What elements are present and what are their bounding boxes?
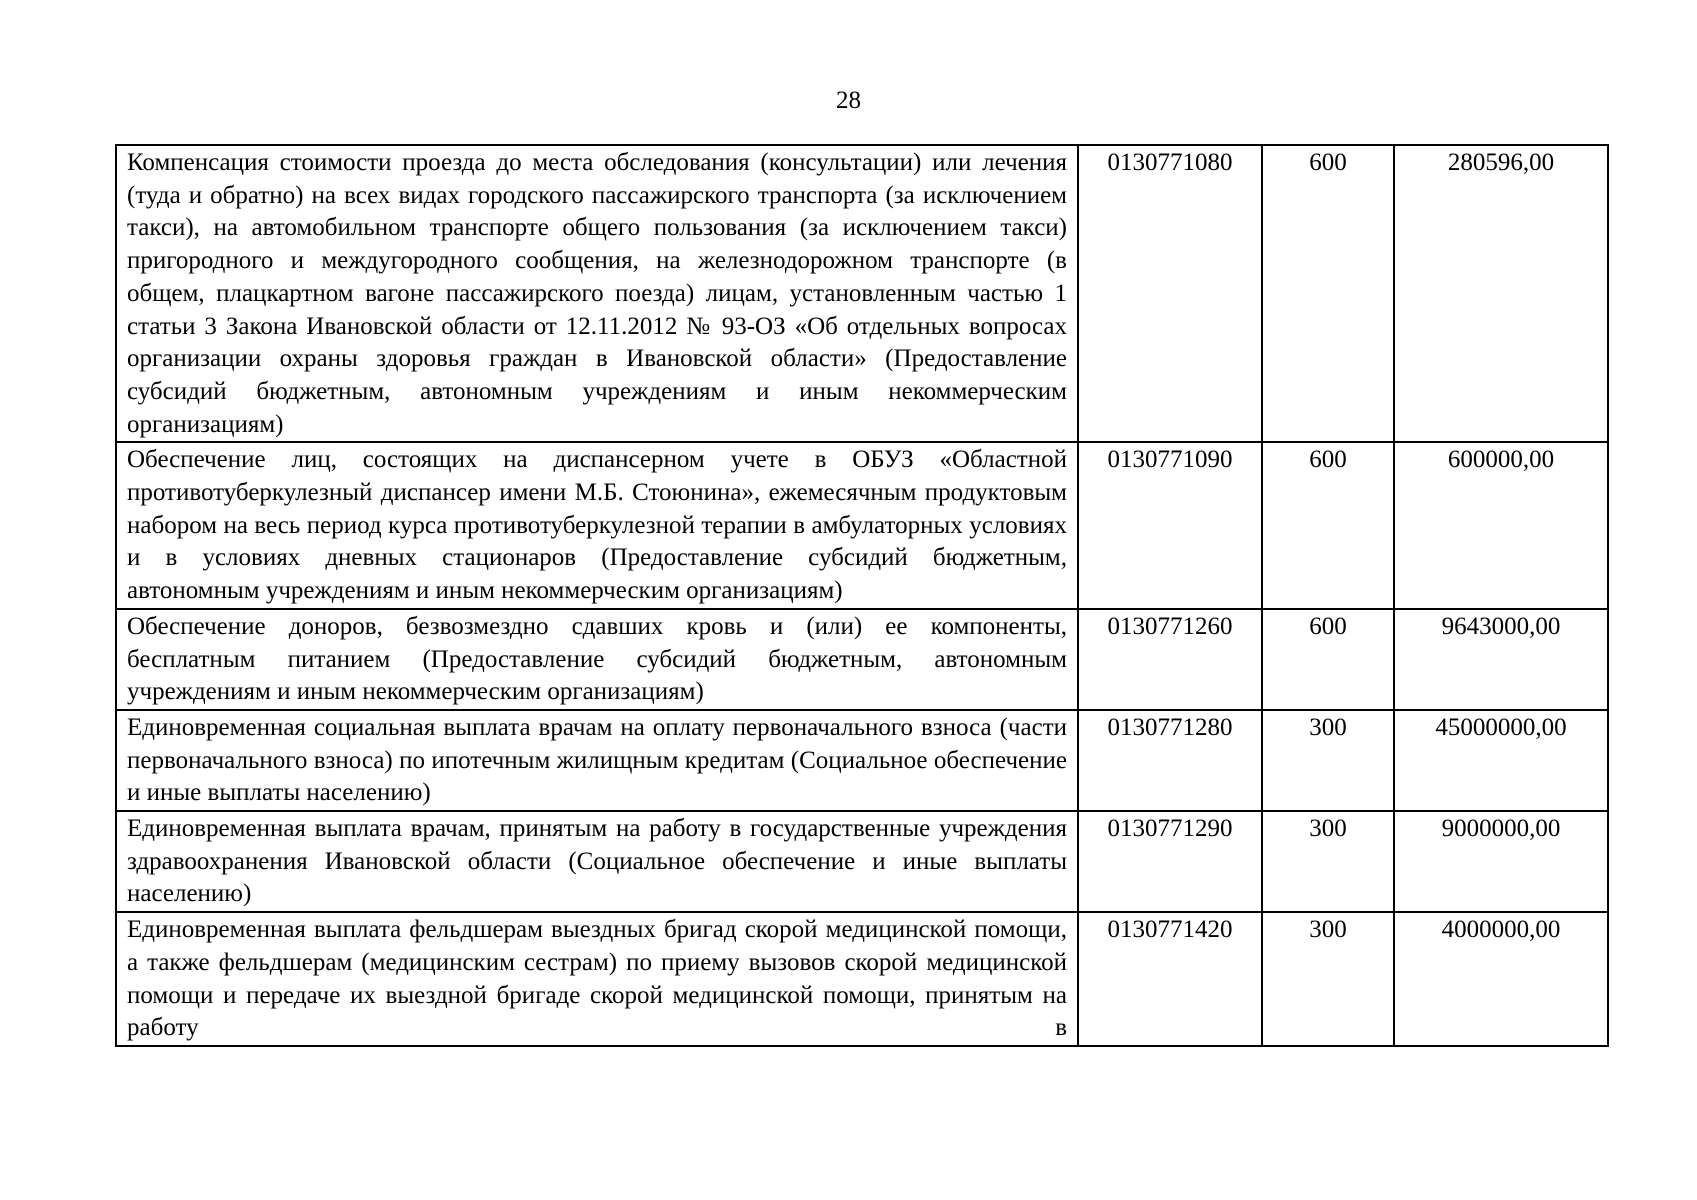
- row-target-code: 0130771260: [1078, 609, 1262, 710]
- row-expense-type: 300: [1262, 710, 1394, 811]
- row-target-code: 0130771090: [1078, 442, 1262, 609]
- budget-table: [115, 144, 1609, 1047]
- row-amount: 45000000,00: [1394, 710, 1608, 811]
- table-row: [116, 609, 1608, 710]
- row-expense-type: 300: [1262, 912, 1394, 1046]
- row-amount: 9000000,00: [1394, 811, 1608, 912]
- row-target-code: 0130771080: [1078, 145, 1262, 442]
- table-row: [116, 912, 1608, 1046]
- row-amount: 280596,00: [1394, 145, 1608, 442]
- row-description: Компенсация стоимости проезда до места обследования (консультации) или лечения (туда и обратно) на всех видах городского пассажирского транспорта (за исключением такси), на автомобильном транспорте общего пользования (за исключением такси) пригородного и междугородного сообщения, на железнодорожном транспорте (в общем, плацкартном вагоне пассажирского поезда) лицам, установленным частью 1 статьи 3 Закона Ивановской области от 12.11.2012 № 93-ОЗ «Об отдельных вопросах организации охраны здоровья граждан в Ивановской области» (Предоставление субсидий бюджетным, автономным учреждениям и иным некоммерческим организациям): [116, 145, 1078, 442]
- table-row: [116, 442, 1608, 609]
- row-description: Обеспечение лиц, состоящих на диспансерном учете в ОБУЗ «Областной противотуберкулезный диспансер имени М.Б. Стоюнина», ежемесячным продуктовым набором на весь период курса противотуберкулезной терапии в амбулаторных условиях и в условиях дневных стационаров (Предоставление субсидий бюджетным, автономным учреждениям и иным некоммерческим организациям): [116, 442, 1078, 609]
- row-target-code: 0130771290: [1078, 811, 1262, 912]
- row-description: Единовременная выплата фельдшерам выездных бригад скорой медицинской помощи, а также фельдшерам (медицинским сестрам) по приему вызовов скорой медицинской помощи и передаче их выездной бригаде скорой медицинской помощи, принятым на работу в: [116, 912, 1078, 1046]
- row-description: Обеспечение доноров, безвозмездно сдавших кровь и (или) ее компоненты, бесплатным питанием (Предоставление субсидий бюджетным, автономным учреждениям и иным некоммерческим организациям): [116, 609, 1078, 710]
- table-row: [116, 145, 1608, 442]
- row-expense-type: 600: [1262, 442, 1394, 609]
- row-amount: 4000000,00: [1394, 912, 1608, 1046]
- row-expense-type: 600: [1262, 609, 1394, 710]
- row-description: Единовременная социальная выплата врачам на оплату первоначального взноса (части первоначального взноса) по ипотечным жилищным кредитам (Социальное обеспечение и иные выплаты населению): [116, 710, 1078, 811]
- row-expense-type: 300: [1262, 811, 1394, 912]
- row-target-code: 0130771280: [1078, 710, 1262, 811]
- row-description: Единовременная выплата врачам, принятым на работу в государственные учреждения здравоохранения Ивановской области (Социальное обеспечение и иные выплаты населению): [116, 811, 1078, 912]
- row-amount: 9643000,00: [1394, 609, 1608, 710]
- row-expense-type: 600: [1262, 145, 1394, 442]
- page-number: 28: [836, 87, 861, 114]
- row-amount: 600000,00: [1394, 442, 1608, 609]
- row-target-code: 0130771420: [1078, 912, 1262, 1046]
- table-row: [116, 710, 1608, 811]
- table-row: [116, 811, 1608, 912]
